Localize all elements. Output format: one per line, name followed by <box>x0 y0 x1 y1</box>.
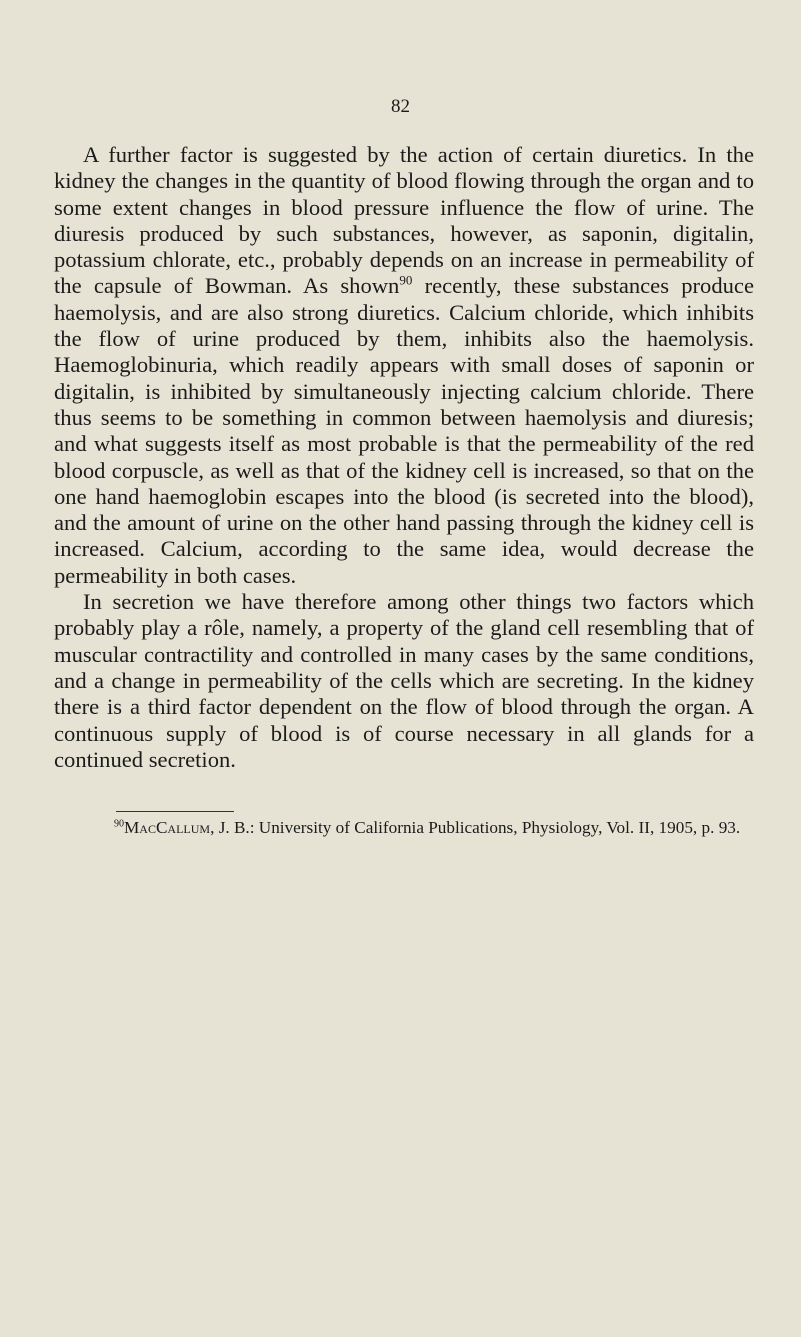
footnote-reference: 90 <box>399 272 413 288</box>
footnote <box>54 818 754 839</box>
paragraph-1-text-b: recently, these substances produce haemolysis, and are also strong diuretics. Calcium chloride, which inhibits the flow of urine produced by them, inhibits also the haemolysis. Haemoglobinuria, which readily appears with small doses of saponin or digitalin, is inhibited by simultaneously injecting calcium chloride. There thus seems to be something in common between haemolysis and diuresis; and what suggests itself as most probable is that the permeability of the red blood corpuscle, as well as that of the kidney cell is increased, so that on the one hand haemoglobin escapes into the blood (is secreted into the blood), and the amount of urine on the other hand passing through the kidney cell is increased. Calcium, according to the same idea, would decrease the permeability in both cases. <box>54 273 754 588</box>
body-text <box>54 142 754 773</box>
paragraph-1-text-a: A further factor is suggested by the action of certain diuretics. In the kidney the changes in the quantity of blood flowing through the organ and to some extent changes in blood pressure influence the flow of urine. The diuresis produced by such substances, however, as saponin, digitalin, potassium chlorate, etc., probably depends on an increase in permeability of the capsule of Bowman. As shown <box>54 142 754 299</box>
page-number: 82 <box>391 96 410 117</box>
footnote-marker: 90 <box>114 818 124 830</box>
footnote-divider <box>116 811 234 812</box>
footnote-citation: , J. B.: University of California Publications, Physiology, Vol. II, 1905, p. 93. <box>210 818 741 837</box>
paragraph-2: In secretion we have therefore among other things two factors which probably play a rôle, namely, a property of the gland cell resembling that of muscular contractility and controlled in many cases by the same conditions, and a change in permeability of the cells which are secreting. In the kidney there is a third factor dependent on the flow of blood through the organ. A continuous supply of blood is of course necessary in all glands for a continued secretion. <box>54 589 754 772</box>
footnote-author: MacCallum <box>124 818 211 837</box>
paragraph-1 <box>54 142 754 589</box>
